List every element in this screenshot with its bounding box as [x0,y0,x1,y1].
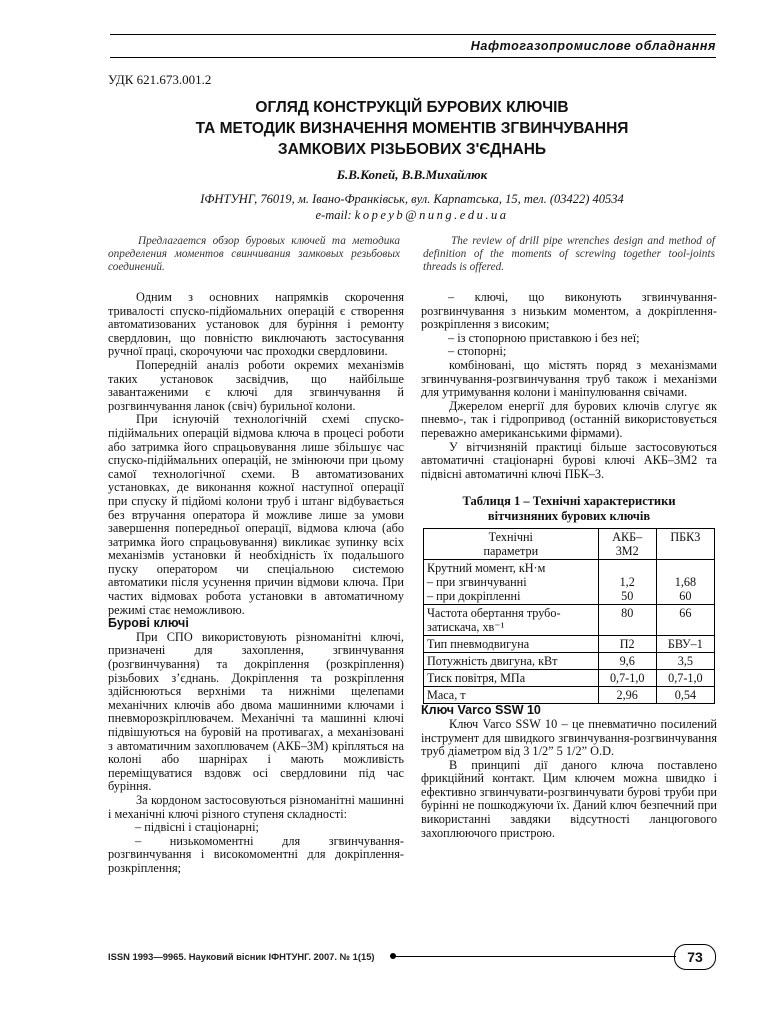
left-column [108,291,404,876]
table-caption-line: Таблиця 1 – Технічні характеристики [462,494,676,509]
cell-parameter: Маса, т [424,687,599,704]
cell-akb: 80 [598,605,656,636]
paragraph: У вітчизняній практиці більше застосовуються автоматичні стаціонарні бурові ключі АКБ–3М2 та підвісні автоматичні ключі ПБК–3. [421,439,717,481]
paragraph: комбіновані, що містять поряд з механізмами згвинчування-розгвинчування труб також і механізми для утримування колони і маніпулювання свічами. [421,357,717,400]
journal-citation: ISSN 1993—9965. Науковий вісник ІФНТУНГ. 2007. № 1(15) [108,951,375,962]
paragraph: Ключ Varco SSW 10 – це пневматично посилений інструмент для швидкого згвинчування-розгвинчування труб діаметром від 3 1/2” 5 1/2” O.D. [421,716,717,759]
footer-rule [395,956,676,957]
cell-pbk: 0,54 [656,687,714,704]
right-column [421,291,717,840]
paragraph: Одним з основних напрямків скорочення тривалості спуско-підйомальних операцій є створення автоматизованих установок для буріння і ремонту свердловин, що повністю виключають застосування ручної праці, скорочуючи час проходки свердловини. [108,290,404,359]
email-label: e-mail: [315,208,352,222]
table-row [424,560,715,605]
table-caption-line: вітчизняних бурових ключів [487,509,651,524]
journal-section-title: Нафтогазопромислове обладнання [470,39,716,53]
table-row [424,653,715,670]
affiliation-block [108,191,716,223]
list-item: – із стопорною приставкою і без неї; [448,330,640,345]
section-heading-varco: Ключ Varco SSW 10 [421,703,541,718]
paragraph: Джерелом енергії для бурових ключів слугує як пневмо-, так і гідропривод (останній використовується переважно американськими фірмами). [421,398,717,440]
cell-parameter: Тиск повітря, МПа [424,670,599,687]
article-title [108,97,716,160]
page-footer [108,944,716,970]
cell-parameter: Частота обертання трубо- затискача, хв⁻¹ [424,605,599,636]
paragraph: При існуючій технологічній схемі спуско-підіймальних операцій відмова ключа в процесі роботи або затримка його спрацьовування лише збільшує час спуско-підіймальних операцій, не змінюючи при цьому самої технологічної схеми. В автоматизованих установках, де виконання кожної наступної операції при спуску й підйомі колони труб і штанг відбувається без втручання оператора й можливе лише за умови завершення попередньої операції, відмова ключа (або затримка його спрацьовування) викликає зупинку всіх механізмів установки й необхідність їх подальшого пуску оператором чи спеціальною системою автоматики після усунення причин відмови ключа. При частих відмовах робота установки в автоматичному режимі стає неможливою. [108,412,404,617]
list-item: – ключі, що виконують згвинчування-розгвинчування з низьким моментом, а докріплення-розкріплення з високим; [421,290,717,332]
cell-parameter: Тип пневмодвигуна [424,636,599,653]
cell-pbk: 0,7-1,0 [656,670,714,687]
title-line: ЗАМКОВИХ РІЗЬБОВИХ З'ЄДНАНЬ [277,141,547,158]
cell-pbk: БВУ–1 [656,636,714,653]
cell-pbk: 66 [656,605,714,636]
table-row [424,670,715,687]
header-cell-pbk: ПБК3 [656,529,714,560]
table-header-row [424,529,715,560]
cell-pbk: 1,68 60 [656,560,714,605]
specs-table [423,528,715,704]
cell-akb: П2 [598,636,656,653]
udk-code: УДК 621.673.001.2 [108,72,212,87]
abstract-english: The review of drill pipe wrenches design and method of definition of the moments of screwing together tool-joints threads is offered. [423,235,715,273]
cell-parameter: Крутний момент, кН·м – при згвинчуванні – при докріпленні [424,560,599,605]
running-header [110,34,716,58]
table-row [424,636,715,653]
cell-akb: 0,7-1,0 [598,670,656,687]
page-number: 73 [674,944,716,970]
cell-parameter: Потужність двигуна, кВт [424,653,599,670]
table-row [424,687,715,704]
authors: Б.В.Копей, В.В.Михайлюк [336,167,488,182]
paragraph: В принципі дії даного ключа поставлено фрикційний контакт. Цим ключем можна швидко і ефективно згвинчувати-розгвинчувати бурові труби при бурінні не пошкоджуючи їх. Даний ключ безпечний при використанні завдяки відсутності ланцюгового захоплюючого пристрою. [421,757,717,840]
paragraph: При СПО використовують різноманітні ключі, призначені для захоплення, згвинчування (розгвинчування) та докріплення (розкріплення) різьбових з’єднань. Докріплення та розкріплення здійснюються верхніми та нижніми щелепами механічних ключів або двома машинними ключами і пневморозкріплювачем. Механічні та машинні ключі підвішуються на буровій на противагах, а механізовані з автоматичним захоплювачем (АКБ–3М) кріпляться на колоні або шарнірах і мають можливість переміщуватися вздовж осі свердловини під час буріння. [108,629,404,794]
paragraph: Попередній аналіз роботи окремих механізмів таких установок засвідчив, що найбільше завантаженими є ключі для згвинчування й розгвинчування ланок (свіч) бурильної колони. [108,357,404,413]
cell-akb: 2,96 [598,687,656,704]
title-line: ТА МЕТОДИК ВИЗНАЧЕННЯ МОМЕНТІВ ЗГВИНЧУВАННЯ [195,120,629,137]
title-line: ОГЛЯД КОНСТРУКЦІЙ БУРОВИХ КЛЮЧІВ [255,99,569,116]
table-caption [421,494,717,524]
section-heading-drill-wrenches: Бурові ключі [108,616,189,631]
abstract-russian: Предлагается обзор буровых ключей та методика определения моментов свинчивания замковых резьбовых соединений. [108,235,400,273]
email-link[interactable]: kopeyb@nung.edu.ua [354,208,509,222]
header-cell-parameters: Технічні параметри [424,529,599,560]
table-row [424,605,715,636]
affiliation: ІФНТУНГ, 76019, м. Івано-Франківськ, вул. Карпатська, 15, тел. (03422) 40534 [200,192,624,206]
list-item: – стопорні; [448,344,507,359]
cell-pbk: 3,5 [656,653,714,670]
email-line [108,207,716,223]
list-item: – підвісні і стаціонарні; [135,820,259,835]
cell-akb: 9,6 [598,653,656,670]
table-body [424,560,715,704]
paragraph: За кордоном застосовуються різноманітні машинні і механічні ключі різного ступеня складності: [108,792,404,821]
header-cell-akb: АКБ– 3М2 [598,529,656,560]
list-item: – низькомоментні для згвинчування-розгвинчування і високомоментні для докріплення-розкріплення; [108,833,404,875]
cell-akb: 1,2 50 [598,560,656,605]
